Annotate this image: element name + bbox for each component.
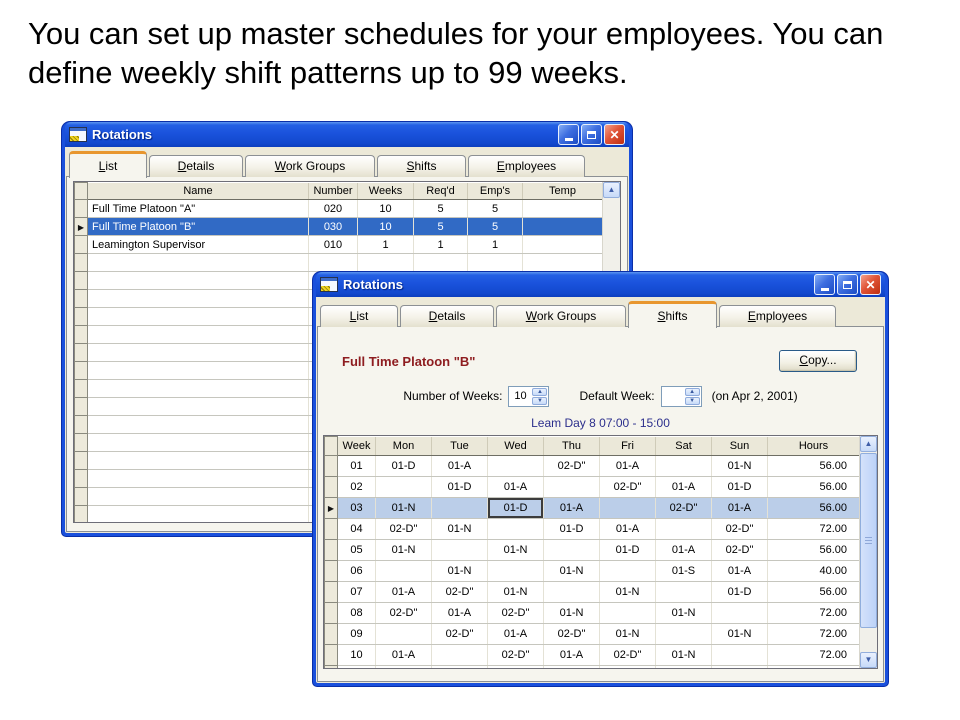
caption-line-1: You can set up master schedules for your employees. You can xyxy=(28,16,884,51)
empty-cell xyxy=(88,398,309,416)
row-indicator xyxy=(325,477,338,498)
window-title: Rotations xyxy=(343,277,403,292)
tab-list[interactable] xyxy=(320,305,398,327)
empty-cell xyxy=(488,666,544,670)
minimize-button[interactable] xyxy=(814,274,835,295)
cell-temp[interactable] xyxy=(523,236,603,254)
tab-work-groups[interactable] xyxy=(496,305,626,327)
minimize-icon xyxy=(565,138,573,141)
cell-week[interactable]: 09 xyxy=(338,624,376,645)
tab-list[interactable] xyxy=(69,151,147,178)
row-pointer-icon: ▶ xyxy=(77,222,85,232)
cell-thu[interactable]: 02-D" xyxy=(544,624,600,645)
row-indicator xyxy=(75,488,88,506)
tab-label: Shifts xyxy=(406,159,437,173)
column-header-wed: Wed xyxy=(488,437,544,456)
row-pointer-icon: ▶ xyxy=(327,504,335,513)
cell-wed[interactable] xyxy=(488,519,544,540)
empty-cell xyxy=(88,326,309,344)
cell-mon[interactable] xyxy=(376,561,432,582)
cell-thu[interactable]: 01-N xyxy=(544,561,600,582)
empty-cell xyxy=(88,488,309,506)
empty-cell xyxy=(88,254,309,272)
minimize-icon xyxy=(821,288,829,291)
column-header-temp[interactable]: Temp xyxy=(523,183,603,200)
empty-cell xyxy=(523,254,603,272)
cell-sun[interactable]: 01-A xyxy=(712,498,768,519)
cell-reqd[interactable]: 1 xyxy=(414,236,468,254)
row-indicator xyxy=(325,603,338,624)
empty-cell xyxy=(544,666,600,670)
cell-week[interactable]: 02 xyxy=(338,477,376,498)
titlebar[interactable] xyxy=(316,272,885,297)
cell-wed[interactable]: 01-N xyxy=(488,540,544,561)
spinner-up-icon[interactable]: ▲ xyxy=(685,388,700,396)
cell-wed[interactable]: 01-A xyxy=(488,624,544,645)
empty-cell xyxy=(88,290,309,308)
cell-week[interactable]: 05 xyxy=(338,540,376,561)
empty-row xyxy=(325,666,860,670)
window-icon xyxy=(69,127,87,142)
close-button[interactable] xyxy=(860,274,881,295)
row-indicator xyxy=(75,470,88,488)
tab-label: Work Groups xyxy=(525,309,597,323)
table-row[interactable] xyxy=(325,540,860,561)
maximize-icon xyxy=(587,131,596,139)
cell-sun[interactable]: 01-D xyxy=(712,477,768,498)
row-indicator-header xyxy=(75,183,88,200)
cell-thu[interactable]: 01-A xyxy=(544,498,600,519)
cell-hours[interactable]: 56.00 xyxy=(768,540,860,561)
table-row[interactable] xyxy=(325,456,860,477)
cell-thu[interactable] xyxy=(544,540,600,561)
cell-hours[interactable]: 72.00 xyxy=(768,519,860,540)
cell-fri[interactable]: 01-N xyxy=(600,582,656,603)
cell-sat[interactable]: 01-S xyxy=(656,561,712,582)
close-icon: ✕ xyxy=(865,277,876,292)
cell-mon[interactable]: 02-D" xyxy=(376,519,432,540)
default-week-label: Default Week: xyxy=(579,389,655,403)
default-week-spinner xyxy=(661,386,702,407)
empty-cell xyxy=(88,362,309,380)
tab-label: Work Groups xyxy=(274,159,346,173)
cell-hours[interactable]: 72.00 xyxy=(768,645,860,666)
cell-sat[interactable] xyxy=(656,624,712,645)
tab-label: Details xyxy=(428,309,466,323)
empty-cell xyxy=(768,666,860,670)
cell-week[interactable]: 06 xyxy=(338,561,376,582)
cell-tue[interactable]: 01-N xyxy=(432,561,488,582)
cell-number[interactable]: 030 xyxy=(309,218,358,236)
cell-tue[interactable] xyxy=(432,645,488,666)
column-header-weeks[interactable]: Weeks xyxy=(358,183,414,200)
tab-details[interactable] xyxy=(149,155,243,177)
table-row[interactable] xyxy=(75,200,603,218)
table-row[interactable] xyxy=(325,582,860,603)
cell-emps[interactable]: 5 xyxy=(468,218,523,236)
empty-cell xyxy=(600,666,656,670)
column-header-emp-s[interactable]: Emp's xyxy=(468,183,523,200)
front-header-row xyxy=(325,437,860,456)
empty-cell xyxy=(358,254,414,272)
cell-wed[interactable] xyxy=(488,561,544,582)
cell-wed[interactable]: 02-D" xyxy=(488,603,544,624)
row-indicator xyxy=(75,236,88,254)
row-indicator xyxy=(325,645,338,666)
empty-cell xyxy=(88,434,309,452)
empty-cell xyxy=(656,666,712,670)
column-header-req-d[interactable]: Req'd xyxy=(414,183,468,200)
table-row[interactable] xyxy=(325,519,860,540)
cell-hours[interactable]: 56.00 xyxy=(768,477,860,498)
row-indicator xyxy=(75,344,88,362)
tab-shifts[interactable] xyxy=(377,155,466,177)
row-indicator xyxy=(325,498,338,519)
cell-fri[interactable] xyxy=(600,603,656,624)
cell-mon[interactable]: 02-D" xyxy=(376,603,432,624)
cell-tue[interactable]: 01-N xyxy=(432,519,488,540)
cell-mon[interactable]: 01-N xyxy=(376,498,432,519)
cell-fri[interactable] xyxy=(600,561,656,582)
cell-fri[interactable]: 01-A xyxy=(600,519,656,540)
empty-cell xyxy=(338,666,376,670)
copy-button[interactable]: Copy... xyxy=(779,350,857,372)
maximize-button[interactable] xyxy=(837,274,858,295)
row-indicator xyxy=(75,416,88,434)
cell-temp[interactable] xyxy=(523,218,603,236)
tab-label: List xyxy=(98,159,118,173)
empty-cell xyxy=(88,344,309,362)
cell-wed[interactable] xyxy=(488,456,544,477)
window-icon xyxy=(320,277,338,292)
caption-line-2: define weekly shift patterns up to 99 weeks. xyxy=(28,55,628,90)
spinner-down-icon[interactable]: ▼ xyxy=(532,397,547,405)
shifts-grid xyxy=(323,435,878,669)
row-indicator xyxy=(325,561,338,582)
cell-tue[interactable] xyxy=(432,540,488,561)
cell-thu[interactable] xyxy=(544,582,600,603)
tab-label: Shifts xyxy=(657,309,688,323)
table-row[interactable] xyxy=(325,477,860,498)
cell-fri[interactable]: 01-D xyxy=(600,540,656,561)
spinner-down-icon[interactable]: ▼ xyxy=(685,397,700,405)
cell-wed[interactable]: 02-D" xyxy=(488,645,544,666)
cell-tue[interactable]: 01-D xyxy=(432,477,488,498)
row-indicator xyxy=(325,456,338,477)
table-row[interactable] xyxy=(75,236,603,254)
date-note: (on Apr 2, 2001) xyxy=(711,389,798,403)
cell-sun[interactable] xyxy=(712,603,768,624)
window-title: Rotations xyxy=(92,127,152,142)
row-indicator xyxy=(75,434,88,452)
table-row[interactable] xyxy=(325,561,860,582)
cell-emps[interactable]: 5 xyxy=(468,200,523,218)
cell-hours[interactable]: 56.00 xyxy=(768,582,860,603)
shift-info-text: Leam Day 8 07:00 - 15:00 xyxy=(531,416,670,430)
column-header-sat: Sat xyxy=(656,437,712,456)
cell-hours[interactable]: 40.00 xyxy=(768,561,860,582)
cell-hours[interactable]: 56.00 xyxy=(768,456,860,477)
cell-weeks[interactable]: 1 xyxy=(358,236,414,254)
row-indicator xyxy=(325,540,338,561)
cell-reqd[interactable]: 5 xyxy=(414,200,468,218)
cell-week[interactable]: 04 xyxy=(338,519,376,540)
cell-thu[interactable]: 01-A xyxy=(544,645,600,666)
cell-sun[interactable]: 01-N xyxy=(712,456,768,477)
tab-employees[interactable] xyxy=(719,305,836,327)
column-header-fri: Fri xyxy=(600,437,656,456)
cell-tue[interactable]: 02-D" xyxy=(432,582,488,603)
cell-number[interactable]: 020 xyxy=(309,200,358,218)
rotations-window-front xyxy=(313,272,888,686)
empty-row xyxy=(75,254,603,272)
empty-cell xyxy=(88,416,309,434)
tab-label: List xyxy=(349,309,369,323)
cell-sat[interactable] xyxy=(656,456,712,477)
row-indicator xyxy=(75,452,88,470)
tab-label: Employees xyxy=(496,159,557,173)
column-header-sun: Sun xyxy=(712,437,768,456)
cell-tue[interactable]: 01-A xyxy=(432,603,488,624)
cell-week[interactable]: 01 xyxy=(338,456,376,477)
cell-hours[interactable]: 72.00 xyxy=(768,624,860,645)
number-of-weeks-label: Number of Weeks: xyxy=(403,389,503,403)
row-indicator xyxy=(75,254,88,272)
empty-cell xyxy=(432,666,488,670)
close-icon: ✕ xyxy=(609,127,620,142)
column-header-number[interactable]: Number xyxy=(309,183,358,200)
column-header-mon: Mon xyxy=(376,437,432,456)
cell-mon[interactable]: 01-A xyxy=(376,582,432,603)
row-indicator xyxy=(75,380,88,398)
cell-tue[interactable]: 01-A xyxy=(432,456,488,477)
cell-mon[interactable]: 01-N xyxy=(376,540,432,561)
rotation-heading: Full Time Platoon "B" xyxy=(342,354,476,369)
number-of-weeks-input[interactable] xyxy=(509,387,531,406)
row-indicator xyxy=(75,218,88,236)
cell-tue[interactable]: 02-D" xyxy=(432,624,488,645)
cell-name[interactable]: Full Time Platoon "A" xyxy=(88,200,309,218)
cell-week[interactable]: 08 xyxy=(338,603,376,624)
titlebar[interactable] xyxy=(65,122,629,147)
table-row[interactable] xyxy=(325,603,860,624)
empty-cell xyxy=(88,308,309,326)
cell-sat[interactable]: 02-D" xyxy=(656,498,712,519)
cell-hours[interactable]: 72.00 xyxy=(768,603,860,624)
cell-tue[interactable] xyxy=(432,498,488,519)
cell-sat[interactable] xyxy=(656,519,712,540)
close-button[interactable] xyxy=(604,124,625,145)
empty-cell xyxy=(309,254,358,272)
row-indicator xyxy=(75,200,88,218)
cell-weeks[interactable]: 10 xyxy=(358,200,414,218)
shifts-tab-page xyxy=(317,326,884,682)
cell-name[interactable]: Leamington Supervisor xyxy=(88,236,309,254)
cell-thu[interactable]: 02-D" xyxy=(544,456,600,477)
cell-sat[interactable]: 01-N xyxy=(656,603,712,624)
tab-label: Employees xyxy=(747,309,808,323)
cell-thu[interactable]: 01-N xyxy=(544,603,600,624)
cell-wed[interactable]: 01-A xyxy=(488,477,544,498)
empty-cell xyxy=(88,452,309,470)
cell-mon[interactable]: 01-D xyxy=(376,456,432,477)
empty-cell xyxy=(376,666,432,670)
minimize-button[interactable] xyxy=(558,124,579,145)
row-indicator xyxy=(75,326,88,344)
spinner-up-icon[interactable]: ▲ xyxy=(532,388,547,396)
front-table-body xyxy=(325,456,860,670)
cell-wed[interactable]: 01-D xyxy=(488,498,544,519)
table-row[interactable] xyxy=(75,218,603,236)
row-indicator xyxy=(75,308,88,326)
column-header-week: Week xyxy=(338,437,376,456)
cell-mon[interactable] xyxy=(376,477,432,498)
empty-cell xyxy=(414,254,468,272)
column-header-hours: Hours xyxy=(768,437,860,456)
table-row[interactable] xyxy=(325,624,860,645)
empty-cell xyxy=(88,470,309,488)
cell-number[interactable]: 010 xyxy=(309,236,358,254)
table-row[interactable] xyxy=(325,498,860,519)
row-indicator xyxy=(325,666,338,670)
shifts-table xyxy=(324,436,860,669)
cell-week[interactable]: 03 xyxy=(338,498,376,519)
tab-details[interactable] xyxy=(400,305,494,327)
column-header-name[interactable]: Name xyxy=(88,183,309,200)
cell-reqd[interactable]: 5 xyxy=(414,218,468,236)
empty-cell xyxy=(88,506,309,524)
cell-sun[interactable] xyxy=(712,645,768,666)
cell-temp[interactable] xyxy=(523,200,603,218)
default-week-input[interactable] xyxy=(662,387,684,406)
cell-name[interactable]: Full Time Platoon "B" xyxy=(88,218,309,236)
row-indicator xyxy=(325,519,338,540)
row-indicator xyxy=(75,362,88,380)
cell-fri[interactable] xyxy=(600,498,656,519)
cell-sun[interactable]: 01-A xyxy=(712,561,768,582)
tab-employees[interactable] xyxy=(468,155,585,177)
row-indicator xyxy=(75,290,88,308)
row-indicator xyxy=(325,582,338,603)
back-tabs xyxy=(65,147,629,177)
cell-sat[interactable]: 01-A xyxy=(656,477,712,498)
row-indicator xyxy=(325,624,338,645)
cell-fri[interactable]: 02-D" xyxy=(600,477,656,498)
tab-work-groups[interactable] xyxy=(245,155,375,177)
front-scrollbar[interactable] xyxy=(859,436,877,668)
cell-fri[interactable]: 01-A xyxy=(600,456,656,477)
row-indicator xyxy=(75,398,88,416)
cell-fri[interactable]: 01-N xyxy=(600,624,656,645)
cell-sun[interactable]: 01-D xyxy=(712,582,768,603)
column-header-tue: Tue xyxy=(432,437,488,456)
number-of-weeks-spinner xyxy=(508,386,549,407)
cell-emps[interactable]: 1 xyxy=(468,236,523,254)
scroll-down-icon[interactable]: ▼ xyxy=(860,652,877,668)
row-indicator xyxy=(75,272,88,290)
row-indicator-header xyxy=(325,437,338,456)
cell-sun[interactable]: 02-D" xyxy=(712,519,768,540)
front-tabs xyxy=(316,297,885,327)
back-header-row xyxy=(75,183,603,200)
empty-cell xyxy=(712,666,768,670)
table-row[interactable] xyxy=(325,645,860,666)
cell-sun[interactable]: 02-D" xyxy=(712,540,768,561)
empty-cell xyxy=(468,254,523,272)
column-header-thu: Thu xyxy=(544,437,600,456)
tab-label: Details xyxy=(177,159,215,173)
cell-sun[interactable]: 01-N xyxy=(712,624,768,645)
cell-mon[interactable]: 01-A xyxy=(376,645,432,666)
cell-weeks[interactable]: 10 xyxy=(358,218,414,236)
empty-cell xyxy=(88,272,309,290)
cell-wed[interactable]: 01-N xyxy=(488,582,544,603)
cell-week[interactable]: 07 xyxy=(338,582,376,603)
cell-thu[interactable]: 01-D xyxy=(544,519,600,540)
caption xyxy=(28,14,883,92)
maximize-icon xyxy=(843,281,852,289)
scroll-up-icon[interactable]: ▲ xyxy=(603,182,620,198)
cell-hours[interactable]: 56.00 xyxy=(768,498,860,519)
cell-thu[interactable] xyxy=(544,477,600,498)
cell-sat[interactable] xyxy=(656,582,712,603)
cell-mon[interactable] xyxy=(376,624,432,645)
cell-sat[interactable]: 01-A xyxy=(656,540,712,561)
row-indicator xyxy=(75,506,88,524)
maximize-button[interactable] xyxy=(581,124,602,145)
cell-sat[interactable]: 01-N xyxy=(656,645,712,666)
tab-shifts[interactable] xyxy=(628,301,717,328)
cell-fri[interactable]: 02-D" xyxy=(600,645,656,666)
scroll-up-icon[interactable]: ▲ xyxy=(860,436,877,452)
cell-week[interactable]: 10 xyxy=(338,645,376,666)
empty-cell xyxy=(88,380,309,398)
scrollbar-thumb[interactable] xyxy=(860,453,877,628)
